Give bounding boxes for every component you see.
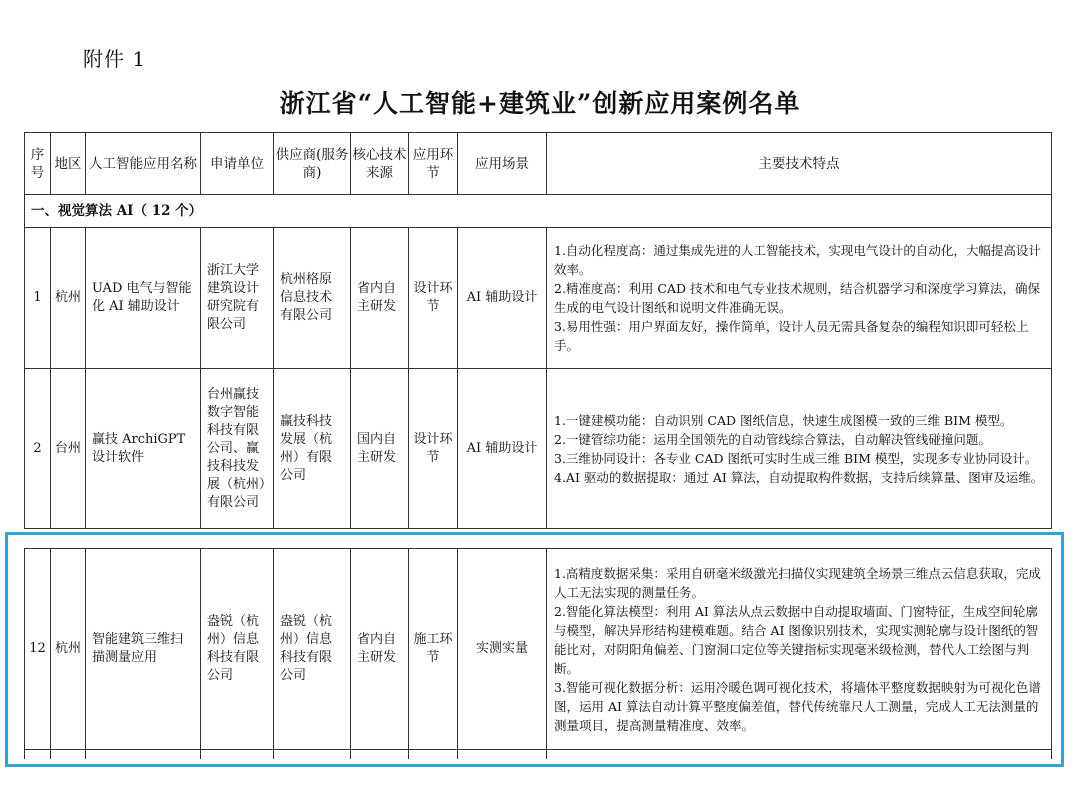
feature-line: 2.精准度高：利用 CAD 技术和电气专业技术规则，结合机器学习和深度学习算法，确保生成的电气设计图纸和说明文件准确无误。: [554, 281, 1040, 315]
case-list-table: [24, 132, 1052, 529]
cell-no: 12: [25, 549, 51, 750]
cell-name: 赢技 ArchiGPT 设计软件: [86, 369, 201, 529]
cell-features: [547, 549, 1052, 750]
col-header-applicant: 申请单位: [201, 133, 274, 195]
attachment-label: 附件 1: [83, 47, 147, 71]
section-title: 一、视觉算法 AI（ 12 个）: [25, 195, 1052, 228]
section-row: [25, 195, 1052, 228]
cell-applicant: 浙江大学建筑设计研究院有限公司: [201, 228, 274, 369]
cell-source: 国内自主研发: [351, 369, 409, 529]
document-title: 浙江省“人工智能+建筑业”创新应用案例名单: [279, 89, 801, 118]
table-row-partial: [25, 750, 1052, 760]
cell-supplier: 赢技科技发展（杭州）有限公司: [274, 369, 351, 529]
col-header-stage: 应用环节: [409, 133, 458, 195]
cell-stage: 设计环节: [409, 369, 458, 529]
table-header-row: [25, 133, 1052, 195]
table-row: [25, 228, 1052, 369]
cell-stage: 施工环节: [409, 549, 458, 750]
col-header-scene: 应用场景: [458, 133, 547, 195]
cell-scene: 实测实量: [458, 549, 547, 750]
col-header-source: 核心技术来源: [351, 133, 409, 195]
col-header-region: 地区: [51, 133, 86, 195]
feature-line: 1.一键建模功能：自动识别 CAD 图纸信息，快速生成图模一致的三维 BIM 模型。: [554, 412, 1013, 428]
cell-region: 杭州: [51, 549, 86, 750]
cell-supplier: 杭州格原信息技术有限公司: [274, 228, 351, 369]
feature-line: 2.一键管综功能：运用全国领先的自动管线综合算法，自动解决管线碰撞问题。: [554, 431, 991, 447]
cell-applicant: 盎锐（杭州）信息科技有限公司: [201, 549, 274, 750]
cell-stage: 设计环节: [409, 228, 458, 369]
feature-line: 3.三维协同设计：各专业 CAD 图纸可实时生成三维 BIM 模型，实现多专业协同设计。: [554, 450, 1038, 466]
table-row: [25, 549, 1052, 750]
case-list-table-excerpt: [24, 548, 1052, 759]
cell-features: [547, 369, 1052, 529]
cell-name: 智能建筑三维扫描测量应用: [86, 549, 201, 750]
col-header-no: 序号: [25, 133, 51, 195]
cell-source: 省内自主研发: [351, 549, 409, 750]
col-header-features: 主要技术特点: [547, 133, 1052, 195]
feature-line: 3.易用性强：用户界面友好，操作简单，设计人员无需具备复杂的编程知识即可轻松上手。: [554, 319, 1029, 353]
cell-supplier: 盎锐（杭州）信息科技有限公司: [274, 549, 351, 750]
cell-region: 杭州: [51, 228, 86, 369]
cell-scene: AI 辅助设计: [458, 228, 547, 369]
cell-applicant: 台州赢技数字智能科技有限公司、赢技科技发展（杭州）有限公司: [201, 369, 274, 529]
table-row: [25, 369, 1052, 529]
feature-line: 3.智能可视化数据分析：运用冷暖色调可视化技术，将墙体平整度数据映射为可视化色谱图，运用 AI 算法自动计算平整度偏差值，替代传统靠尺人工测量，完成人工无法测量的测量项目，提高测量精准度、效率。: [554, 679, 1041, 733]
col-header-name: 人工智能应用名称: [86, 133, 201, 195]
cell-name: UAD 电气与智能化 AI 辅助设计: [86, 228, 201, 369]
feature-line: 4.AI 驱动的数据提取：通过 AI 算法，自动提取构件数据，支持后续算量、图审及运维。: [554, 469, 1044, 485]
cell-scene: AI 辅助设计: [458, 369, 547, 529]
feature-line: 2.智能化算法模型：利用 AI 算法从点云数据中自动提取墙面、门窗特征，生成空间轮廓与模型，解决异形结构建模难题。结合 AI 图像识别技术，实现实测轮廓与设计图纸的智能比对，对阴阳角偏差、门窗洞口定位等关键指标实现毫米级检测，替代人工绘图与判断。: [554, 603, 1039, 676]
cell-no: 1: [25, 228, 51, 369]
cell-no: 2: [25, 369, 51, 529]
cell-region: 台州: [51, 369, 86, 529]
feature-line: 1.高精度数据采集：采用自研毫米级激光扫描仪实现建筑全场景三维点云信息获取，完成人工无法实现的测量任务。: [554, 565, 1041, 600]
cell-features: [547, 228, 1052, 369]
cell-source: 省内自主研发: [351, 228, 409, 369]
col-header-supplier: 供应商(服务商): [274, 133, 351, 195]
feature-line: 1.自动化程度高：通过集成先进的人工智能技术，实现电气设计的自动化，大幅提高设计效率。: [554, 243, 1041, 277]
